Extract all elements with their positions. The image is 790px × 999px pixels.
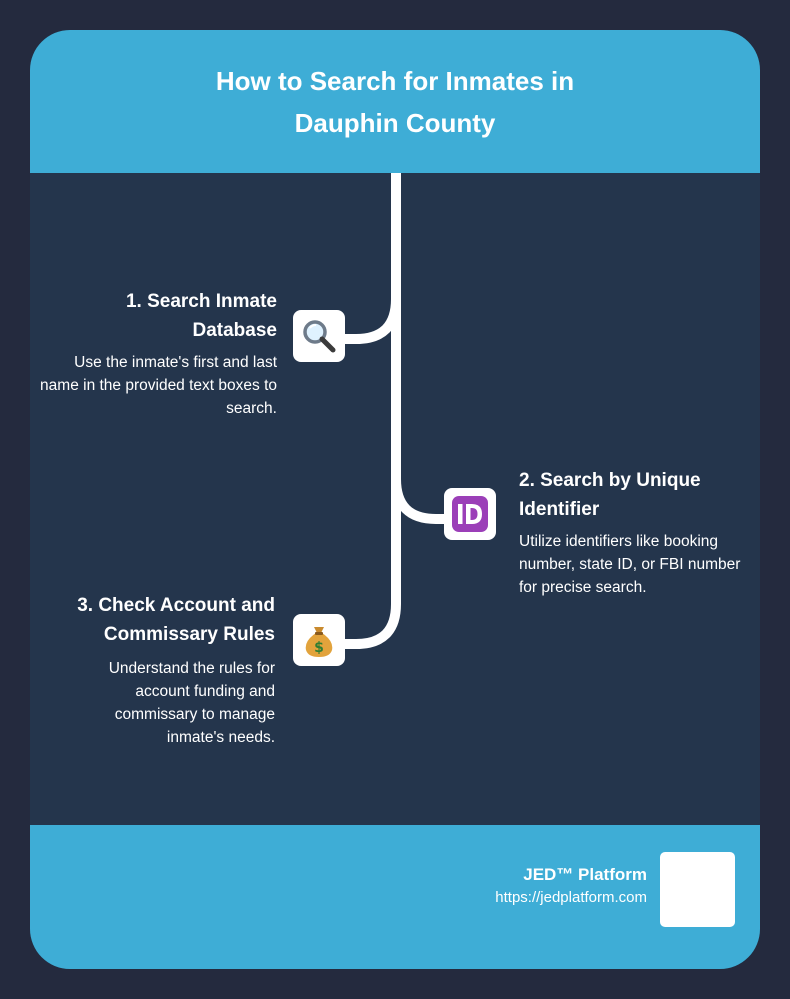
step-1-icon-box xyxy=(293,310,345,362)
brand-name: JED™ Platform xyxy=(523,865,647,884)
logo-placeholder xyxy=(660,852,735,927)
header-banner xyxy=(30,30,760,173)
step-1-title: 1. Search Inmate Database xyxy=(125,291,277,341)
step-3-description: Understand the rules for account funding and commissary to manage inmate's needs. xyxy=(108,660,275,746)
svg-text:$: $ xyxy=(314,640,324,656)
money-bag-icon xyxy=(300,621,338,659)
brand-url[interactable]: https://jedplatform.com xyxy=(495,889,647,906)
page-title: How to Search for Inmates in Dauphin County xyxy=(215,65,575,138)
step-2-icon-box xyxy=(444,488,496,540)
id-icon xyxy=(451,495,489,533)
step-1-description: Use the inmate's first and last name in the provided text boxes to search. xyxy=(40,354,277,417)
step-2-title: 2. Search by Unique Identifier xyxy=(519,470,701,520)
step-3-title: 3. Check Account and Commissary Rules xyxy=(77,595,275,645)
infographic-card xyxy=(30,30,760,969)
footer-banner xyxy=(30,825,760,969)
step-2-description: Utilize identifiers like booking number, state ID, or FBI number for precise search. xyxy=(519,533,741,596)
step-3-icon-box xyxy=(293,614,345,666)
magnifying-glass-icon xyxy=(300,317,338,355)
